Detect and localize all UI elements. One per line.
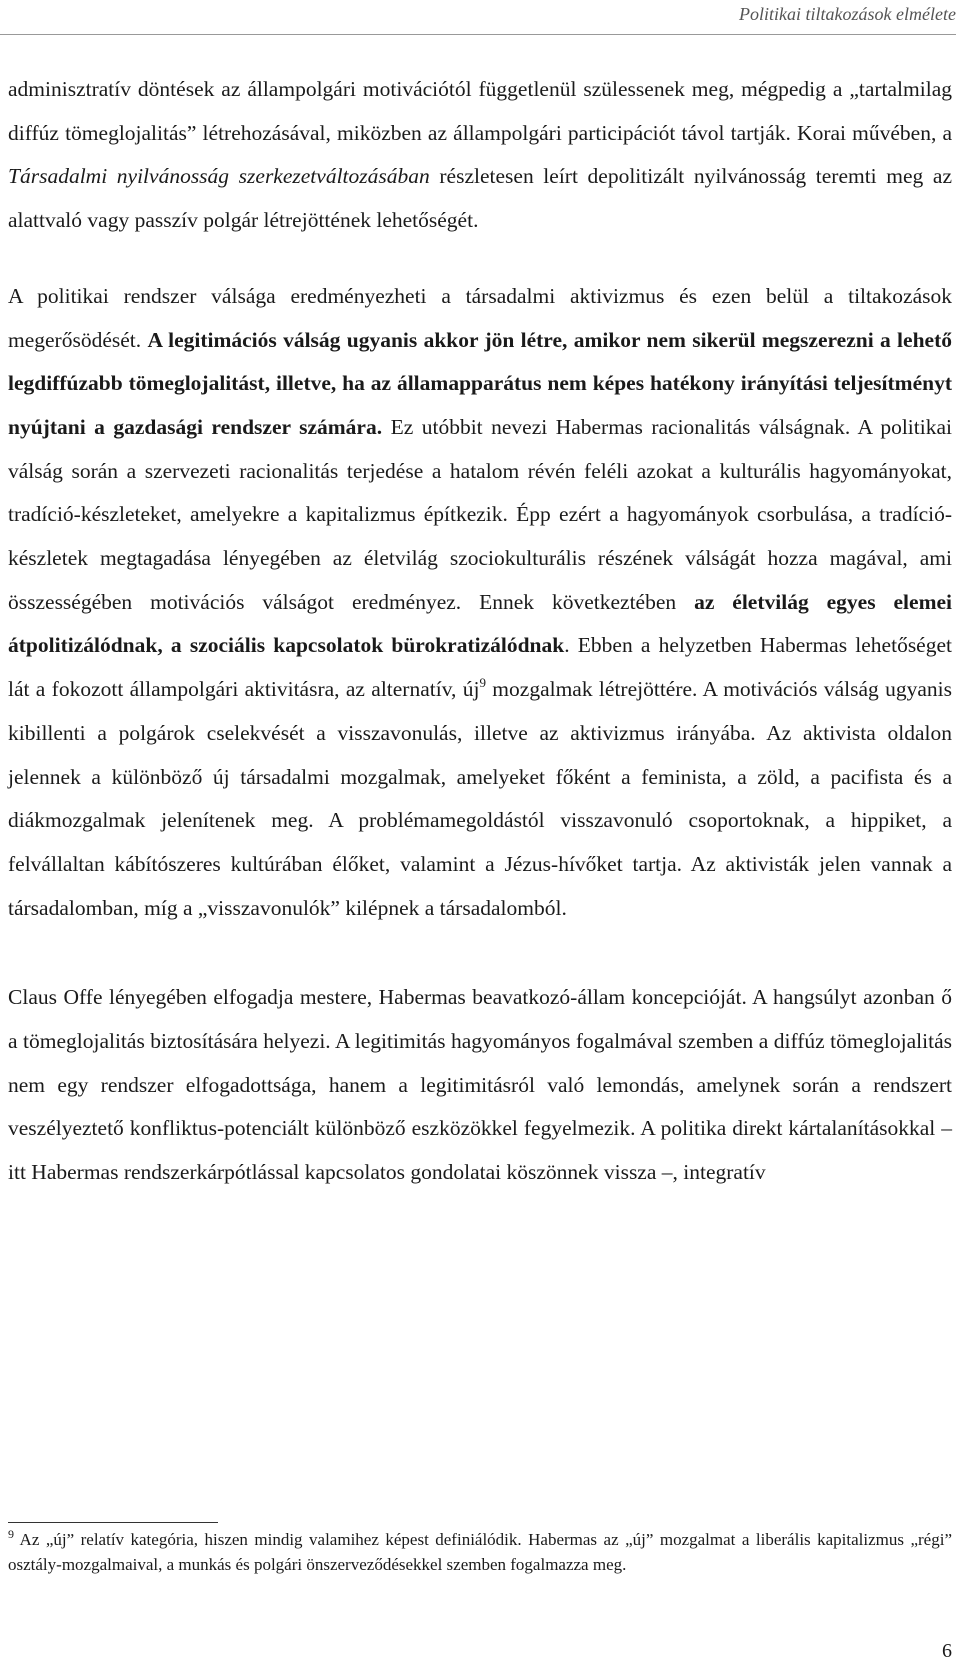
paragraph-2-text-d: mozgalmak létrejöttére. A motivációs válság ugyanis kibillenti a polgárok cselekvését a visszavonulás, illetve az aktivizmus irányába. Az aktivista oldalon jelennek a különböző új társadalmi mozgalmak, amelyeket főként a feminista, a zöld, a pacifista és a diákmozgalmak jelenítenek meg. A problémamegoldástól visszavonuló csoportoknak, a hippiket, a felvállaltan kábítószeres kultúrában élőket, valamint a Jézus-hívőket tartja. Az aktivisták jelen vannak a társadalomban, míg a „visszavonulók” kilépnek a társadalomból.	[8, 677, 952, 920]
paragraph-3-text: Claus Offe lényegében elfogadja mestere, Habermas beavatkozó-állam koncepcióját. A hangsúlyt azonban ő a tömeglojalitás biztosítására helyezi. A legitimitás hagyományos fogalmával szemben a diffúz tömeglojalitás nem egy rendszer elfogadottsága, hanem a legitimitásról való lemondás, amelynek során a rendszert veszélyeztető konfliktus-potenciált különböző eszközökkel fegyelmezik. A politika direkt kártalanításokkal – itt Habermas rendszerkárpótlással kapcsolatos gondolatai köszönnek vissza –, integratív	[8, 985, 952, 1185]
paragraph-1-text-a: adminisztratív döntések az állampolgári motivációtól függetlenül szülessenek meg, mégpedig a „tartalmilag diffúz tömeglojalitás” létrehozásával, miközben az állampolgári participációt távol tartják. Korai művében, a	[8, 77, 952, 145]
paragraph-3	[8, 976, 952, 1195]
footnote-text: Az „új” relatív kategória, hiszen mindig valamihez képest definiálódik. Habermas az „új” mozgalmat a liberális kapitalizmus „régi” osztály-mozgalmaival, a munkás és polgári önszerveződésekkel szemben fogalmazza meg.	[8, 1530, 952, 1574]
paragraph-gap	[8, 243, 952, 275]
paragraph-1	[8, 68, 952, 243]
paragraph-2	[8, 275, 952, 931]
footnote-reference: 9	[479, 675, 486, 691]
footnote-rule	[8, 1522, 218, 1523]
footnote	[8, 1528, 952, 1577]
running-header: Politikai tiltakozások elmélete	[739, 4, 956, 24]
paragraph-1-text-b: részletesen leírt depolitizált nyilvánosság teremti meg az alattvaló vagy passzív polgár létrejöttének lehetőségét.	[8, 164, 952, 233]
footnote-number: 9	[8, 1527, 14, 1541]
book-title-italic: Társadalmi nyilvánosság szerkezetváltozásában	[8, 164, 430, 189]
paragraph-2-text-a: A politikai rendszer válsága eredményezheti a társadalmi aktivizmus és ezen belül a tiltakozások megerősödését.	[8, 283, 952, 352]
paragraph-2-text-c: . Ebben a helyzetben Habermas lehetőséget lát a fokozott állampolgári aktivitásra, az alternatív, új	[8, 633, 952, 702]
paragraph-gap	[8, 930, 952, 976]
header-rule	[0, 34, 956, 35]
body-text	[8, 68, 952, 1195]
paragraph-2-bold-b: az életvilág egyes elemei átpolitizálódnak, a szociális kapcsolatok bürokratizálódnak	[8, 589, 952, 658]
paragraph-2-bold-a: A legitimációs válság ugyanis akkor jön létre, amikor nem sikerül megszerezni a lehető legdiffúzabb tömeglojalitást, illetve, ha az államapparátus nem képes hatékony irányítási teljesítményt nyújtani a gazdasági rendszer számára.	[8, 327, 952, 439]
page-number: 6	[942, 1640, 952, 1662]
paragraph-2-text-b: Ez utóbbit nevezi Habermas racionalitás válságnak. A politikai válság során a szervezeti racionalitás terjedése a hatalom révén feléli azokat a kulturális hagyományokat, tradíció-készleteket, amelyekre a kapitalizmus építkezik. Épp ezért a hagyományok csorbulása, a tradíció-készletek megtagadása lényegében az életvilág szociokulturális részének válságát hozza magával, ami összességében motivációs válságot eredményez. Ennek következtében	[8, 414, 952, 614]
